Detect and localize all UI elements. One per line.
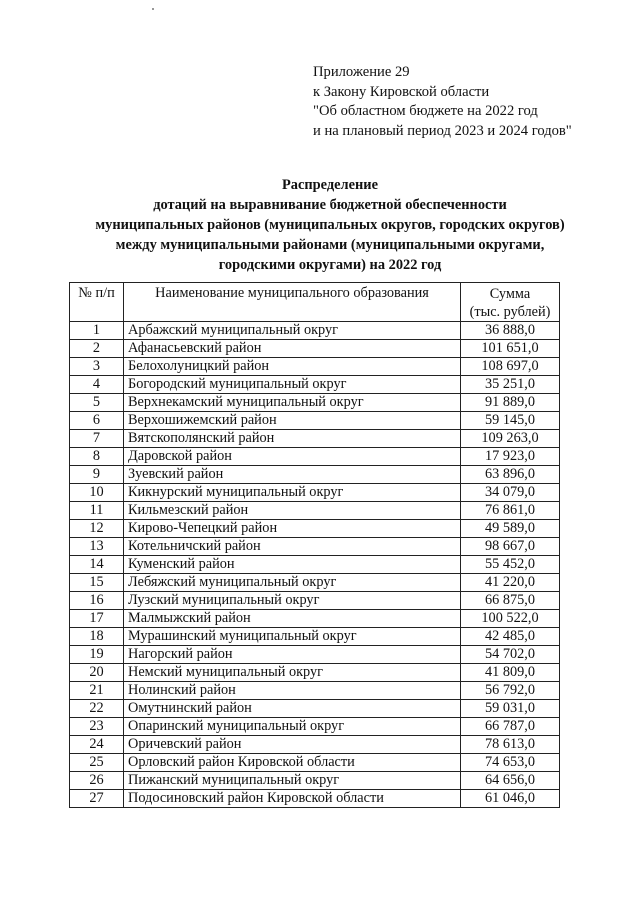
table-row [70, 394, 560, 412]
row-sum-cell: 49 589,0 [461, 520, 560, 538]
row-name-cell: Зуевский район [124, 466, 461, 484]
table-row [70, 502, 560, 520]
row-number-cell: 4 [70, 376, 124, 394]
row-name-cell: Куменский район [124, 556, 461, 574]
row-name-cell: Малмыжский район [124, 610, 461, 628]
row-number-cell: 20 [70, 664, 124, 682]
row-number-cell: 13 [70, 538, 124, 556]
header-sum-unit: (тыс. рублей) [469, 304, 551, 320]
title-line: между муниципальными районами (муниципальными округами, [115, 237, 545, 253]
table-row [70, 682, 560, 700]
row-name-cell: Нагорский район [124, 646, 461, 664]
row-name-cell: Лузский муниципальный округ [124, 592, 461, 610]
row-sum-cell: 34 079,0 [461, 484, 560, 502]
row-name-cell: Верхошижемский район [124, 412, 461, 430]
row-number-cell: 9 [70, 466, 124, 484]
appendix-line: Приложение 29 [313, 64, 410, 80]
row-sum-cell: 101 651,0 [461, 340, 560, 358]
table-row [70, 556, 560, 574]
header-sum [461, 283, 560, 322]
title-line: городскими округами) на 2022 год [218, 257, 442, 273]
row-sum-cell: 17 923,0 [461, 448, 560, 466]
row-number-cell: 22 [70, 700, 124, 718]
row-number-cell: 5 [70, 394, 124, 412]
appendix-line: и на плановый период 2023 и 2024 годов" [313, 122, 572, 139]
table-row [70, 664, 560, 682]
row-sum-cell: 76 861,0 [461, 502, 560, 520]
row-sum-cell: 100 522,0 [461, 610, 560, 628]
row-sum-cell: 66 787,0 [461, 718, 560, 736]
row-number-cell: 6 [70, 412, 124, 430]
row-sum-cell: 54 702,0 [461, 646, 560, 664]
table-row [70, 322, 560, 340]
row-name-cell: Подосиновский район Кировской области [124, 790, 461, 808]
row-name-cell: Опаринский муниципальный округ [124, 718, 461, 736]
row-name-cell: Пижанский муниципальный округ [124, 772, 461, 790]
header-sum-line: Сумма [489, 286, 531, 302]
scan-speck [152, 8, 154, 10]
row-sum-cell: 63 896,0 [461, 466, 560, 484]
row-sum-cell: 78 613,0 [461, 736, 560, 754]
row-sum-cell: 41 220,0 [461, 574, 560, 592]
table-row [70, 376, 560, 394]
row-number-cell: 26 [70, 772, 124, 790]
row-sum-cell: 61 046,0 [461, 790, 560, 808]
row-name-cell: Орловский район Кировской области [124, 754, 461, 772]
title-line: Распределение [282, 177, 378, 193]
table-row [70, 610, 560, 628]
row-number-cell: 10 [70, 484, 124, 502]
header-num: № п/п [70, 283, 124, 322]
table-row [70, 772, 560, 790]
row-sum-cell: 59 145,0 [461, 412, 560, 430]
subsidy-table [69, 282, 560, 808]
row-name-cell: Мурашинский муниципальный округ [124, 628, 461, 646]
row-name-cell: Кирово-Чепецкий район [124, 520, 461, 538]
row-sum-cell: 66 875,0 [461, 592, 560, 610]
row-number-cell: 11 [70, 502, 124, 520]
row-number-cell: 14 [70, 556, 124, 574]
appendix-line: "Об областном бюджете на 2022 год [313, 103, 538, 119]
table-header-row [70, 283, 560, 322]
row-number-cell: 19 [70, 646, 124, 664]
row-name-cell: Арбажский муниципальный округ [124, 322, 461, 340]
table-row [70, 412, 560, 430]
table-row [70, 592, 560, 610]
table-row [70, 538, 560, 556]
row-number-cell: 23 [70, 718, 124, 736]
title-line: дотаций на выравнивание бюджетной обеспеченности [153, 197, 507, 213]
table-row [70, 718, 560, 736]
table-row [70, 340, 560, 358]
document-title [40, 175, 620, 275]
table-row [70, 430, 560, 448]
row-sum-cell: 56 792,0 [461, 682, 560, 700]
table-row [70, 646, 560, 664]
row-sum-cell: 41 809,0 [461, 664, 560, 682]
row-sum-cell: 91 889,0 [461, 394, 560, 412]
row-sum-cell: 64 656,0 [461, 772, 560, 790]
table-row [70, 574, 560, 592]
table-row [70, 700, 560, 718]
table-row [70, 358, 560, 376]
row-number-cell: 15 [70, 574, 124, 592]
row-number-cell: 12 [70, 520, 124, 538]
row-name-cell: Котельничский район [124, 538, 461, 556]
table-row [70, 448, 560, 466]
header-name: Наименование муниципального образования [124, 283, 461, 322]
appendix-line: к Закону Кировской области [313, 83, 490, 100]
row-name-cell: Белохолуницкий район [124, 358, 461, 376]
appendix-note [313, 63, 572, 141]
row-number-cell: 25 [70, 754, 124, 772]
row-number-cell: 3 [70, 358, 124, 376]
table-row [70, 484, 560, 502]
row-name-cell: Афанасьевский район [124, 340, 461, 358]
row-name-cell: Верхнекамский муниципальный округ [124, 394, 461, 412]
row-sum-cell: 55 452,0 [461, 556, 560, 574]
row-sum-cell: 98 667,0 [461, 538, 560, 556]
title-line: муниципальных районов (муниципальных округов, городских округов) [95, 217, 565, 233]
table-row [70, 520, 560, 538]
table-row [70, 466, 560, 484]
row-number-cell: 24 [70, 736, 124, 754]
row-name-cell: Кильмезский район [124, 502, 461, 520]
row-number-cell: 16 [70, 592, 124, 610]
row-sum-cell: 59 031,0 [461, 700, 560, 718]
row-sum-cell: 108 697,0 [461, 358, 560, 376]
row-sum-cell: 74 653,0 [461, 754, 560, 772]
row-name-cell: Вятскополянский район [124, 430, 461, 448]
row-name-cell: Омутнинский район [124, 700, 461, 718]
table-row [70, 628, 560, 646]
row-sum-cell: 36 888,0 [461, 322, 560, 340]
row-number-cell: 27 [70, 790, 124, 808]
row-name-cell: Нолинский район [124, 682, 461, 700]
row-number-cell: 2 [70, 340, 124, 358]
row-sum-cell: 42 485,0 [461, 628, 560, 646]
row-sum-cell: 109 263,0 [461, 430, 560, 448]
row-number-cell: 7 [70, 430, 124, 448]
row-number-cell: 17 [70, 610, 124, 628]
row-name-cell: Оричевский район [124, 736, 461, 754]
row-sum-cell: 35 251,0 [461, 376, 560, 394]
row-name-cell: Даровской район [124, 448, 461, 466]
row-name-cell: Кикнурский муниципальный округ [124, 484, 461, 502]
row-number-cell: 18 [70, 628, 124, 646]
table-row [70, 736, 560, 754]
table-row [70, 754, 560, 772]
row-number-cell: 1 [70, 322, 124, 340]
row-name-cell: Немский муниципальный округ [124, 664, 461, 682]
row-name-cell: Богородский муниципальный округ [124, 376, 461, 394]
table-row [70, 790, 560, 808]
row-name-cell: Лебяжский муниципальный округ [124, 574, 461, 592]
row-number-cell: 8 [70, 448, 124, 466]
row-number-cell: 21 [70, 682, 124, 700]
